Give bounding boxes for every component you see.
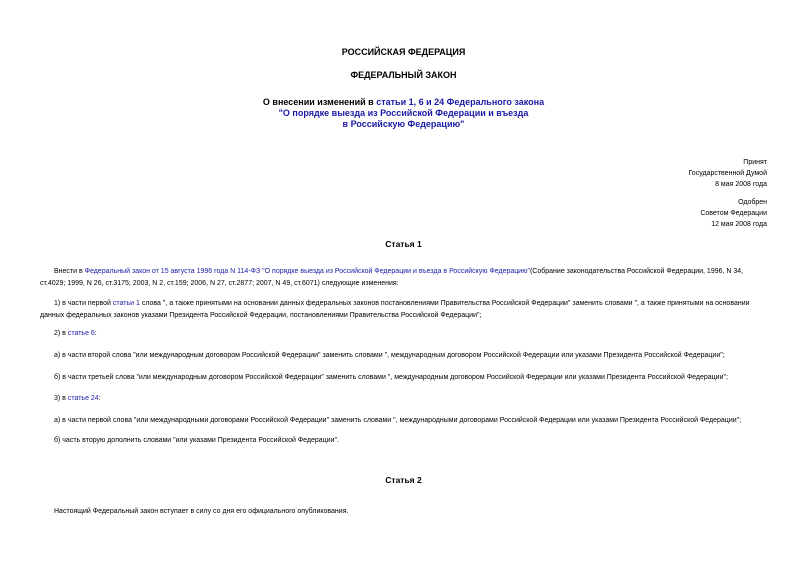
approval-body: Советом Федерации xyxy=(700,210,767,217)
article-1-heading: Статья 1 xyxy=(385,239,422,249)
federal-law-link[interactable]: Федеральный закон от 15 августа 1996 года N 114-ФЗ "О порядке выезда из Российской Федерации и въезда в Российскую Федерацию" xyxy=(84,268,530,275)
article-1-item-3b: б) часть вторую дополнить словами "или указами Президента Российской Федерации". xyxy=(54,437,339,444)
article-1-item-3 xyxy=(40,393,770,405)
article-6-link[interactable]: статье 6 xyxy=(67,330,95,337)
adoption-status: Принят xyxy=(743,159,767,166)
item-3-suffix: : xyxy=(98,395,101,402)
intro-prefix: Внести в xyxy=(54,268,85,275)
article-24-link[interactable]: статье 24 xyxy=(67,395,99,402)
item-2-prefix: 2) в xyxy=(54,330,68,337)
article-1-intro xyxy=(40,266,770,290)
article-1-item-3a: а) в части первой слова "или международными договорами Российской Федерации" заменить словами ", международными договорами Российской Федерации или указами Президента Российской Федерации"; xyxy=(54,417,742,424)
article-1-item-2a: а) в части второй слова "или международным договором Российской Федерации" заменить словами ", международным договором Российской Федерации или указами Президента Российской Федерации"; xyxy=(54,352,725,359)
approval-date: 12 мая 2008 года xyxy=(711,221,767,228)
item-2-suffix: : xyxy=(94,330,97,337)
title-line-3[interactable]: в Российскую Федерацию" xyxy=(342,119,465,129)
article-1-item-2b: б) в части третьей слова "или международным договором Российской Федерации" заменить словами ", международным договором Российской Федерации или указами Президента Российской Федерации"; xyxy=(54,374,728,381)
article-1-item-1 xyxy=(40,298,770,322)
approval-block xyxy=(700,197,767,230)
law-title xyxy=(0,97,807,130)
title-articles-link[interactable]: статьи 1, 6 и 24 Федерального закона xyxy=(376,97,545,107)
article-1-item-2 xyxy=(40,328,770,340)
title-line-2[interactable]: "О порядке выезда из Российской Федерации и въезда xyxy=(278,108,529,118)
adoption-date: 8 мая 2008 года xyxy=(715,181,767,188)
title-prefix: О внесении изменений в xyxy=(262,97,377,107)
item-3-prefix: 3) в xyxy=(54,395,68,402)
article-2-heading: Статья 2 xyxy=(385,475,422,485)
adoption-body: Государственной Думой xyxy=(688,170,767,177)
approval-status: Одобрен xyxy=(738,199,767,206)
article-1-link[interactable]: статьи 1 xyxy=(112,300,140,307)
item-1-prefix: 1) в части первой xyxy=(54,300,113,307)
item-1-suffix: слова ", а также принятыми на основании данных федеральных законов постановлениями Правительства Российской Федерации" заменить словами ", а также принятыми на основании данных федеральных законов указами Президента Российской Федерации, постановлениями Правительства Российской Федерации"; xyxy=(40,300,750,319)
intro-suffix: (Собрание законодательства Российской Федерации, 1996, N 34, ст.4029; 1999, N 26, ст.3175; 2003, N 2, ст.159; 2006, N 27, ст.2877; 2007, N 49, ст.6071) следующие изменения: xyxy=(40,268,744,287)
country-heading: РОССИЙСКАЯ ФЕДЕРАЦИЯ xyxy=(341,47,466,57)
adoption-block xyxy=(688,157,767,190)
article-2-text: Настоящий Федеральный закон вступает в силу со дня его официального опубликования. xyxy=(54,508,349,515)
law-type-heading: ФЕДЕРАЛЬНЫЙ ЗАКОН xyxy=(350,70,457,80)
